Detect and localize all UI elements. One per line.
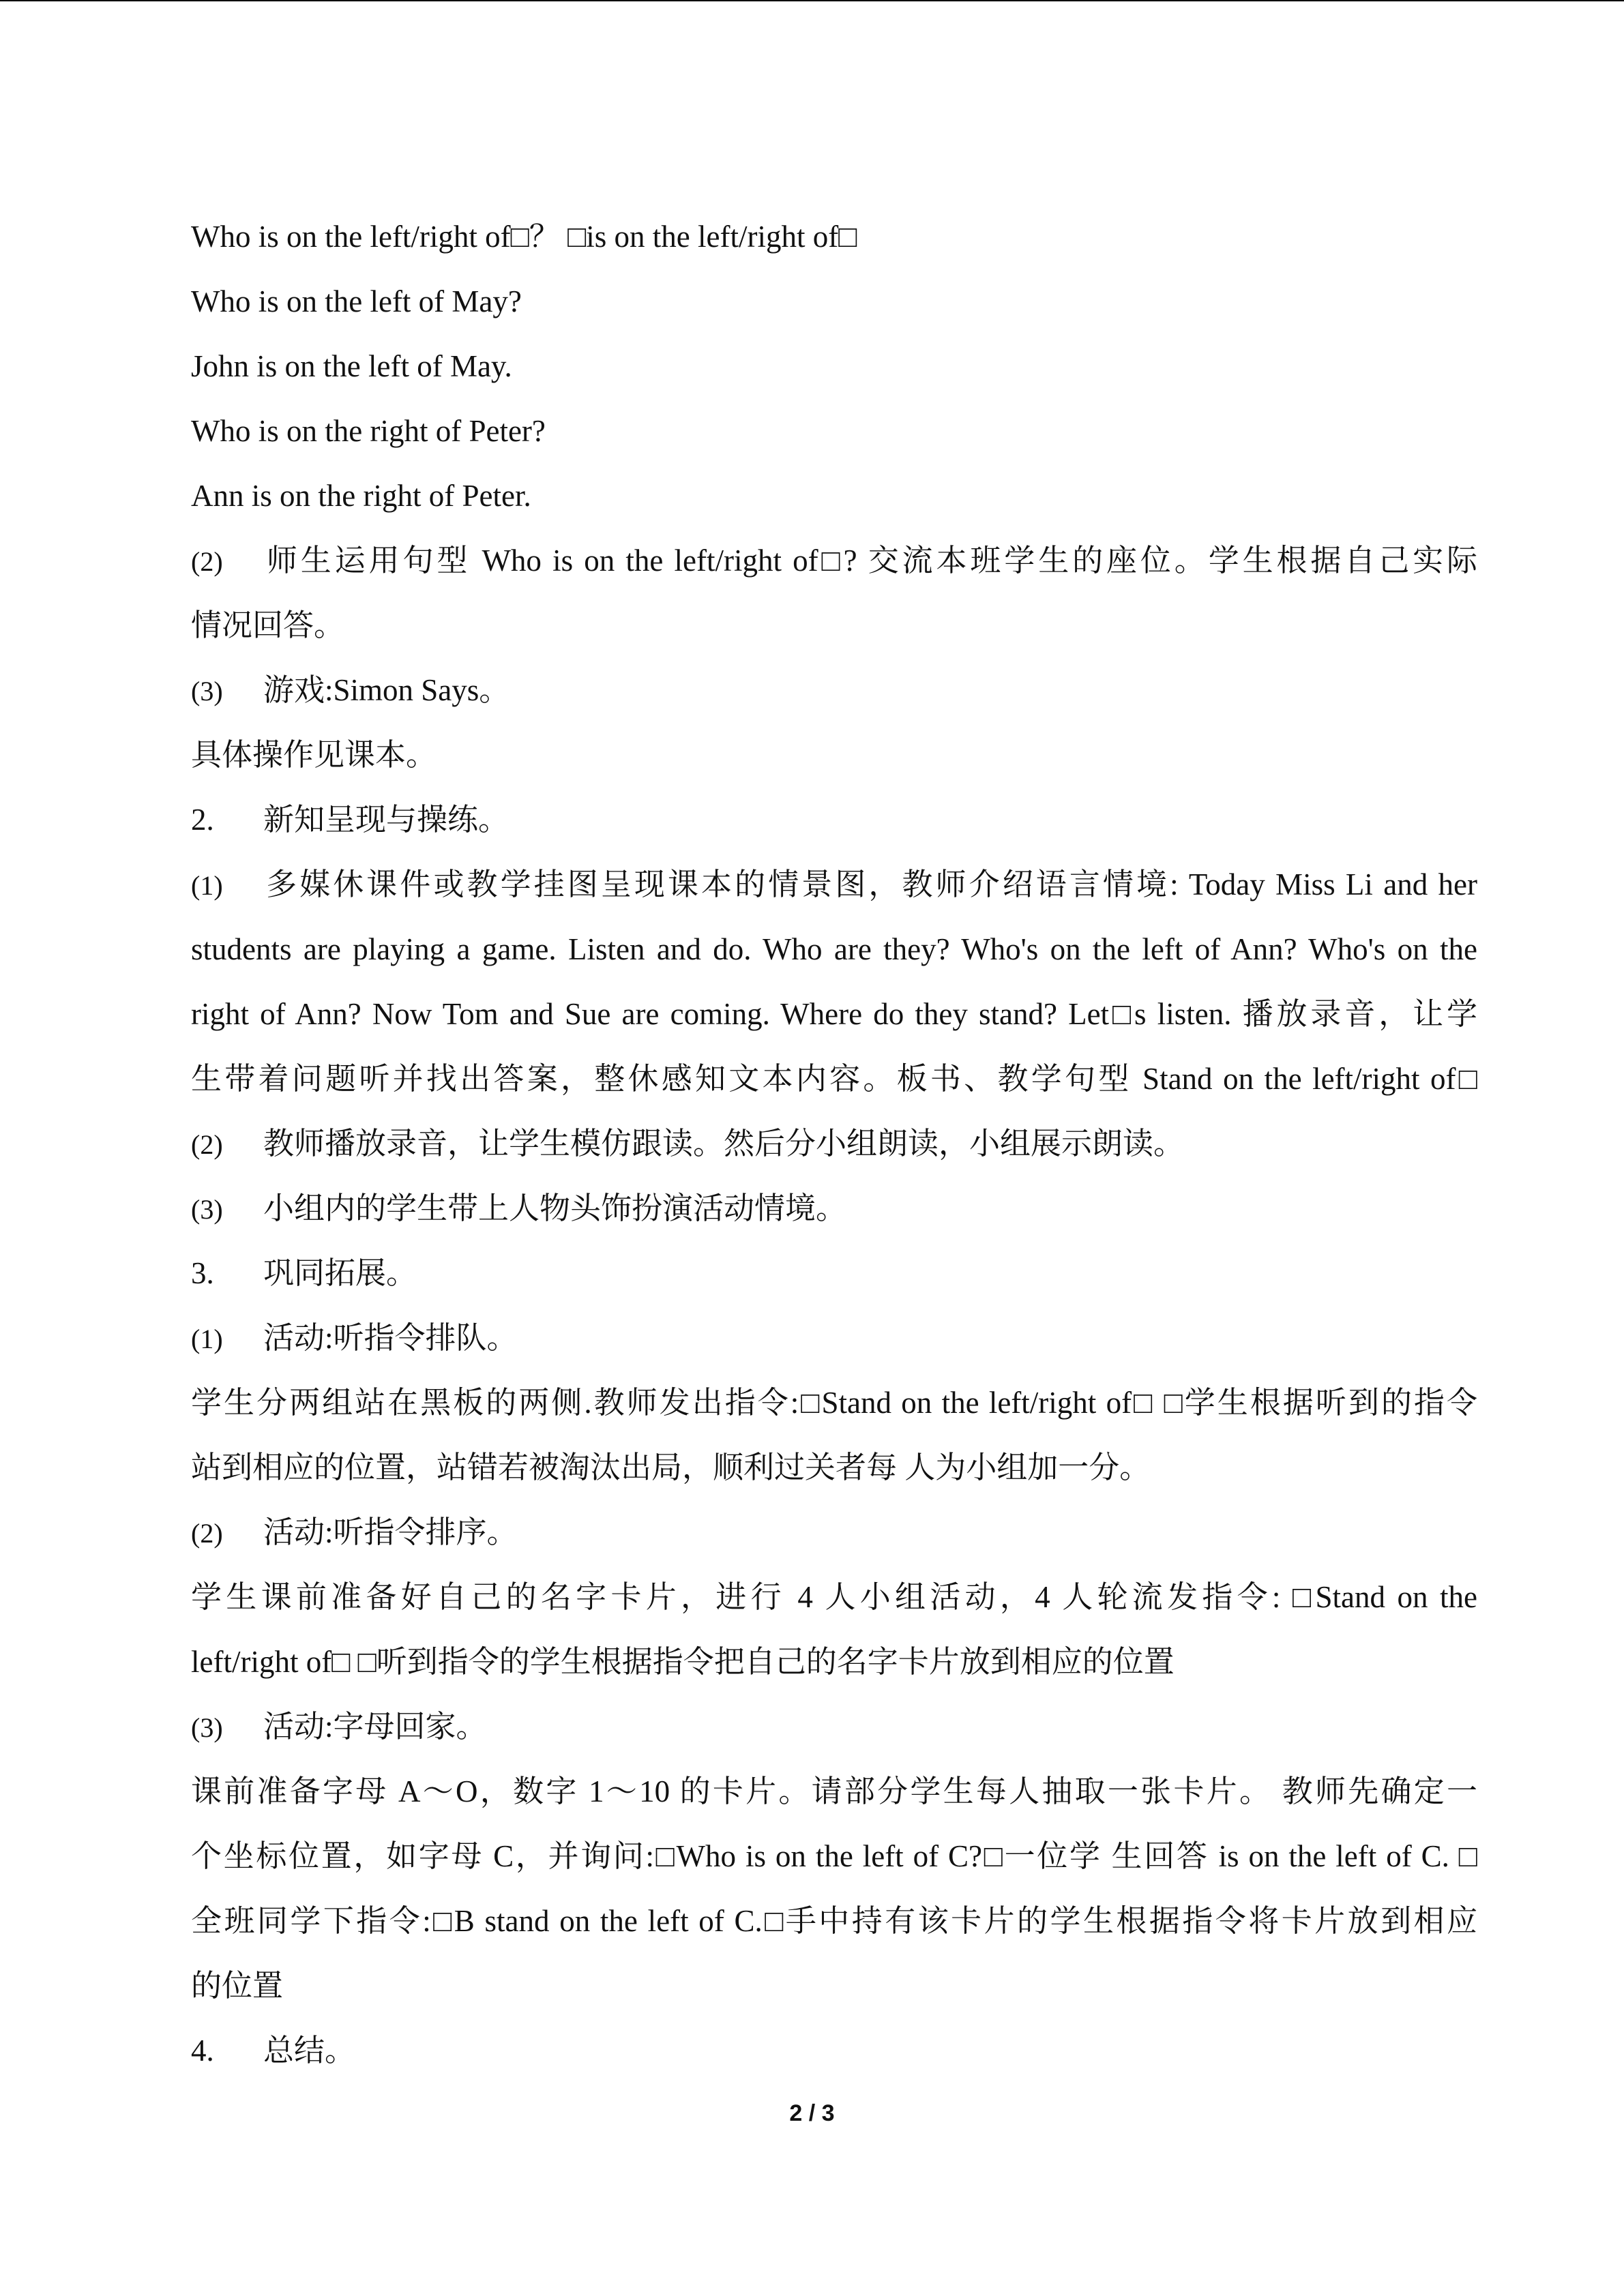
text-line: [191, 1759, 1477, 1824]
text-line: [191, 528, 1477, 593]
line-text: 新知呈现与操练。: [263, 803, 510, 837]
line-text: Who is on the left of May?: [191, 284, 522, 318]
text-line: [191, 1565, 1477, 1630]
line-text: 课前准备字母 A～O，数字 1～10 的卡片。请部分学生每人抽取一张卡片。 教师先确定一: [191, 1774, 1477, 1808]
text-line: [191, 917, 1477, 982]
text-line: [191, 982, 1477, 1047]
list-number: (2): [191, 546, 223, 577]
line-text: 游戏:Simon Says。: [263, 673, 510, 707]
list-number: (3): [191, 1712, 223, 1743]
text-line: [191, 1306, 1477, 1371]
text-line: [191, 1176, 1477, 1241]
text-line: [191, 1112, 1477, 1176]
text-line: [191, 1500, 1477, 1565]
list-number: (1): [191, 1324, 223, 1354]
line-text: 全班同学下指令:□B stand on the left of C.□手中持有该卡片的学生根据指令将卡片放到相应: [191, 1904, 1477, 1938]
list-number: (1): [191, 870, 223, 901]
text-line: [191, 269, 1477, 334]
text-line: [191, 2018, 1477, 2083]
line-text: 具体操作见课本。: [191, 738, 437, 772]
text-line: [191, 334, 1477, 399]
document-body: [191, 205, 1477, 2083]
page-top-border: [0, 0, 1624, 1]
line-text: Ann is on the right of Peter.: [191, 479, 531, 513]
list-number: 2.: [191, 803, 214, 837]
line-text: 活动:字母回家。: [263, 1710, 487, 1744]
list-number: 3.: [191, 1256, 214, 1290]
line-text: 情况回答。: [191, 608, 345, 642]
line-text: John is on the left of May.: [191, 349, 512, 383]
text-line: [191, 1630, 1477, 1695]
text-line: [191, 658, 1477, 723]
list-number: (3): [191, 1194, 223, 1225]
text-line: [191, 788, 1477, 852]
list-number: (2): [191, 1518, 223, 1549]
line-text: 多媒休课件或教学挂图呈现课本的情景图，教师介绍语言情境: Today Miss Li and her: [263, 867, 1477, 901]
line-text: 学生分两组站在黑板的两侧.教师发出指令:□Stand on the left/right of□ □学生根据听到的指令: [191, 1386, 1477, 1420]
text-line: [191, 1954, 1477, 2018]
line-text: 师生运用句型 Who is on the left/right of□? 交流本班学生的座位。学生根据自己实际: [263, 543, 1477, 578]
line-text: 个坐标位置，如字母 C，并询问:□Who is on the left of C?□一位学 生回答 is on the left of C. □: [191, 1839, 1477, 1873]
line-text: 活动:听指令排队。: [263, 1321, 518, 1355]
text-line: [191, 1824, 1477, 1889]
line-text: 小组内的学生带上人物头饰扮演活动情境。: [263, 1191, 847, 1225]
line-text: 巩同拓展。: [263, 1256, 417, 1290]
text-line: [191, 1695, 1477, 1759]
line-text: 站到相应的位置，站错若被淘汰出局，顺利过关者每 人为小组加一分。: [191, 1450, 1151, 1485]
text-line: [191, 1047, 1477, 1112]
line-text: 生带着问题听并找出答案，整休感知文本内容。板书、教学句型 Stand on the left/right of□: [191, 1062, 1477, 1096]
text-line: [191, 1435, 1477, 1500]
line-text: 活动:听指令排序。: [263, 1515, 518, 1549]
text-line: [191, 593, 1477, 658]
line-text: 教师播放录音，让学生模仿跟读。然后分小组朗读，小组展示朗读。: [263, 1127, 1185, 1161]
line-text: Who is on the right of Peter?: [191, 414, 546, 448]
list-number: (2): [191, 1129, 223, 1160]
line-text: left/right of□ □听到指令的学生根据指令把自己的名字卡片放到相应的位置: [191, 1645, 1175, 1679]
line-text: Who is on the left/right of□？ □is on the left/right of□: [191, 220, 857, 254]
text-line: [191, 205, 1477, 269]
line-text: right of Ann? Now Tom and Sue are coming. Where do they stand? Let□s listen. 播放录音，让学: [191, 997, 1477, 1031]
text-line: [191, 723, 1477, 788]
list-number: 4.: [191, 2033, 214, 2068]
text-line: [191, 1241, 1477, 1306]
text-line: [191, 1371, 1477, 1435]
text-line: [191, 464, 1477, 528]
page-number: 2 / 3: [789, 2100, 835, 2126]
list-number: (3): [191, 676, 223, 706]
line-text: 的位置: [191, 1969, 284, 2003]
text-line: [191, 852, 1477, 917]
line-text: 总结。: [263, 2033, 356, 2068]
text-line: [191, 399, 1477, 464]
line-text: students are playing a game. Listen and do. Who are they? Who's on the left of Ann? Who's on the: [191, 932, 1477, 966]
line-text: 学生课前准备好自己的名字卡片，进行 4 人小组活动，4 人轮流发指令: □Stand on the: [191, 1580, 1477, 1614]
text-line: [191, 1889, 1477, 1954]
